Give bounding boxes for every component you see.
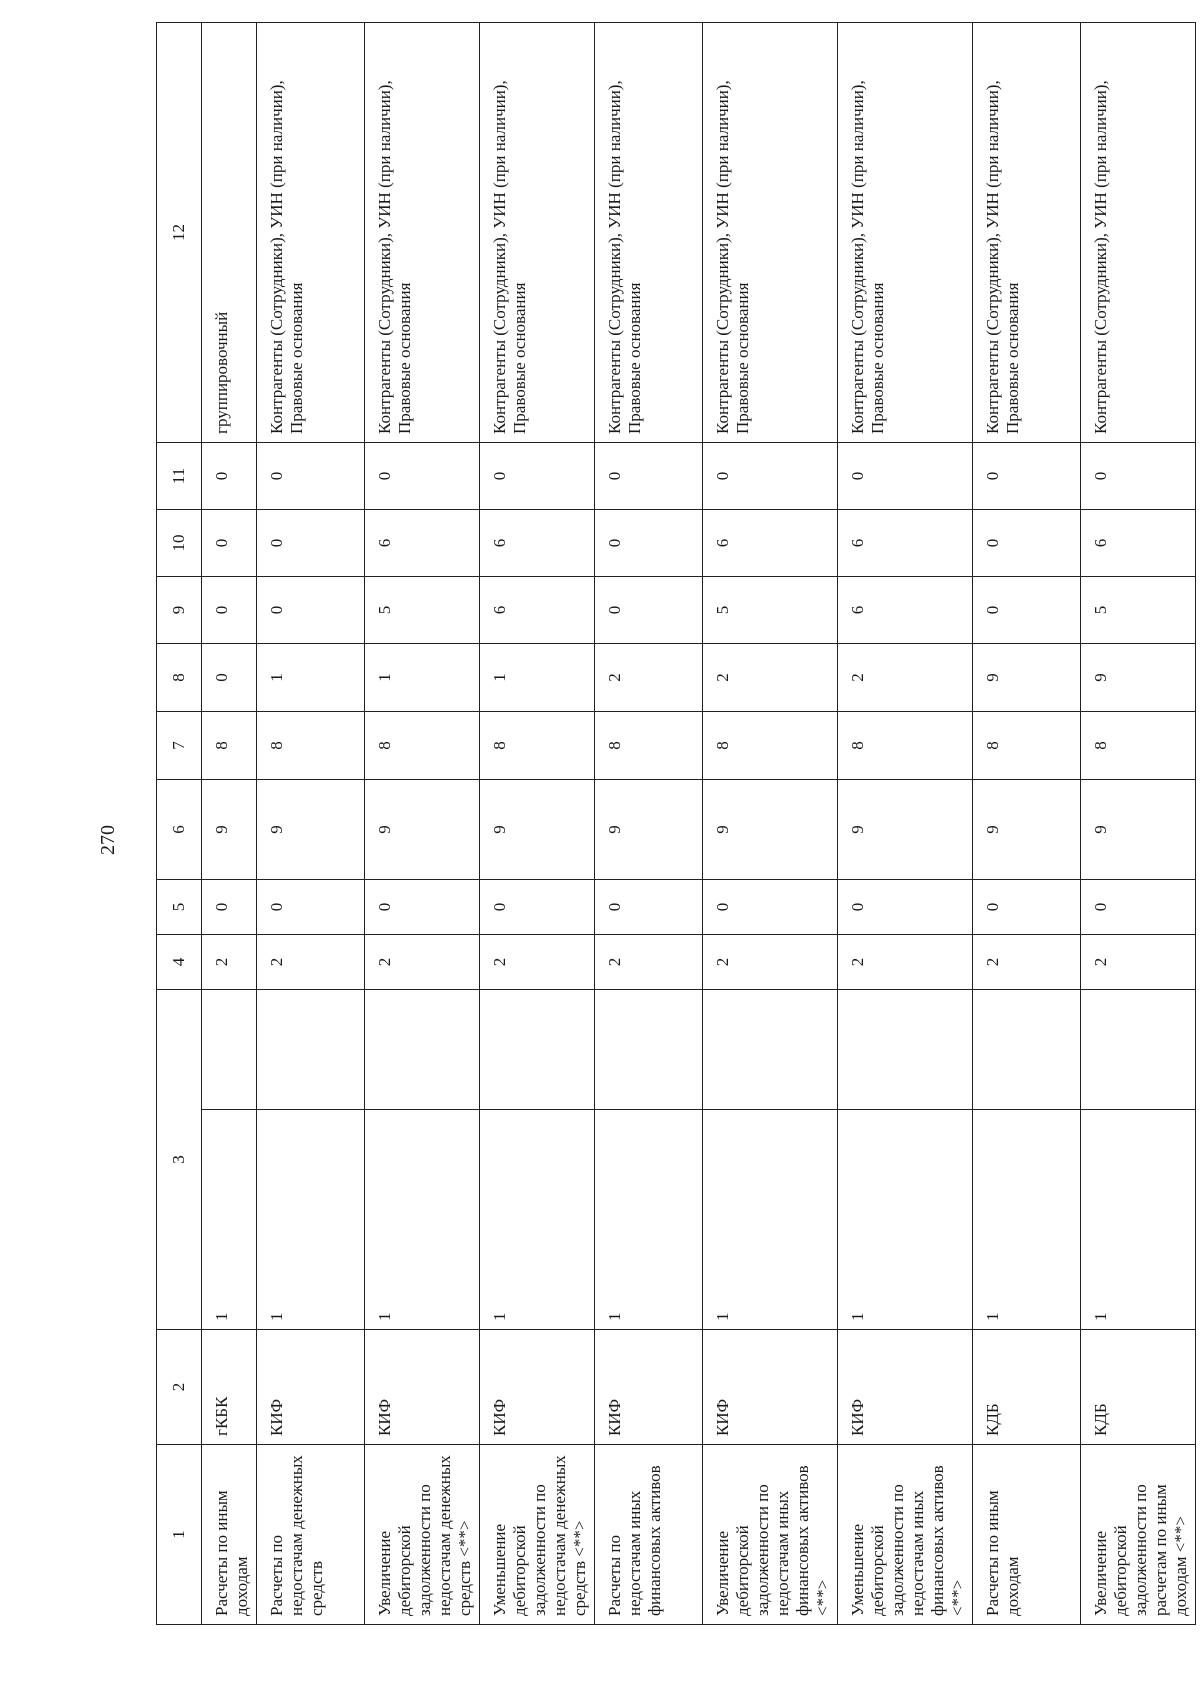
table-cell: 0 <box>257 443 365 510</box>
table-cell: КДБ <box>1081 1330 1196 1445</box>
page-number: 270 <box>97 825 119 855</box>
table-cell: 5 <box>365 577 480 644</box>
table-cell: 0 <box>480 443 595 510</box>
table-cell: 0 <box>202 443 257 510</box>
table-cell: 0 <box>480 880 595 935</box>
table-cell: 0 <box>202 510 257 577</box>
table-cell: 1 <box>838 1110 973 1330</box>
table-cell: Расчеты по недостачам денежных средств <box>257 1445 365 1625</box>
table-cell: 8 <box>365 712 480 780</box>
table-cell: 1 <box>1081 1110 1196 1330</box>
table-cell: 2 <box>595 644 703 712</box>
table-cell <box>973 990 1081 1110</box>
table-cell <box>1081 990 1196 1110</box>
header-cell: 9 <box>157 577 202 644</box>
table-cell: 1 <box>595 1110 703 1330</box>
table-container <box>156 80 1190 1625</box>
header-cell: 3 <box>157 990 202 1330</box>
table-cell: 8 <box>1081 712 1196 780</box>
table-cell: 0 <box>703 880 838 935</box>
table-cell: Расчеты по иным доходам <box>973 1445 1081 1625</box>
header-cell: 4 <box>157 935 202 990</box>
table-cell: КИФ <box>595 1330 703 1445</box>
table-cell: 2 <box>365 935 480 990</box>
table-row <box>595 23 703 1625</box>
table-cell: Контрагенты (Сотрудники), УИН (при наличии), Правовые основания <box>838 23 973 443</box>
header-cell: 12 <box>157 23 202 443</box>
table-row <box>973 23 1081 1625</box>
table-cell: Контрагенты (Сотрудники), УИН (при наличии), Правовые основания <box>703 23 838 443</box>
table-cell: 2 <box>480 935 595 990</box>
table-cell: Увеличение дебиторской задолженности по недостачам иных финансовых активов <**> <box>703 1445 838 1625</box>
table-cell: КДБ <box>973 1330 1081 1445</box>
table-cell: 0 <box>257 880 365 935</box>
table-cell: 8 <box>703 712 838 780</box>
table-cell <box>703 990 838 1110</box>
table-cell: 9 <box>703 780 838 880</box>
table-cell: 1 <box>480 1110 595 1330</box>
table-cell: 9 <box>1081 644 1196 712</box>
table-cell: 0 <box>202 644 257 712</box>
table-cell: 0 <box>202 577 257 644</box>
table-cell <box>365 990 480 1110</box>
table-cell: 8 <box>973 712 1081 780</box>
table-cell: 2 <box>838 935 973 990</box>
table-cell: 1 <box>365 644 480 712</box>
table-cell: 6 <box>838 577 973 644</box>
table-cell: КИФ <box>480 1330 595 1445</box>
table-cell: 5 <box>703 577 838 644</box>
table-cell: 1 <box>257 1110 365 1330</box>
table-cell: 2 <box>838 644 973 712</box>
table-cell <box>257 990 365 1110</box>
table-cell <box>595 990 703 1110</box>
table-cell: КИФ <box>365 1330 480 1445</box>
table-cell: 8 <box>202 712 257 780</box>
table-row <box>365 23 480 1625</box>
table-cell: Увеличение дебиторской задолженности по недостачам денежных средств <**> <box>365 1445 480 1625</box>
table-cell: Уменьшение дебиторской задолженности по недостачам иных финансовых активов <**> <box>838 1445 973 1625</box>
table-cell: 2 <box>703 644 838 712</box>
table-cell: 9 <box>595 780 703 880</box>
table-cell: 1 <box>973 1110 1081 1330</box>
table-row <box>202 23 257 1625</box>
table-cell: 0 <box>1081 443 1196 510</box>
table-cell: Контрагенты (Сотрудники), УИН (при наличии), <box>1081 23 1196 443</box>
table-cell: 2 <box>257 935 365 990</box>
table-cell: 0 <box>365 443 480 510</box>
table-cell: 1 <box>480 644 595 712</box>
table-cell: Контрагенты (Сотрудники), УИН (при наличии), Правовые основания <box>973 23 1081 443</box>
table-cell: 1 <box>365 1110 480 1330</box>
table-cell: 0 <box>595 510 703 577</box>
table-row <box>838 23 973 1625</box>
table-cell: 2 <box>202 935 257 990</box>
table-cell: 2 <box>973 935 1081 990</box>
table-cell: гКБК <box>202 1330 257 1445</box>
table-cell: 9 <box>1081 780 1196 880</box>
table-cell: 9 <box>480 780 595 880</box>
table-cell: 0 <box>703 443 838 510</box>
table-cell: 2 <box>1081 935 1196 990</box>
table-cell: 0 <box>838 880 973 935</box>
table-cell: 6 <box>365 510 480 577</box>
table-cell: Расчеты по недостачам иных финансовых активов <box>595 1445 703 1625</box>
table-cell: 1 <box>202 1110 257 1330</box>
table-cell: 9 <box>973 644 1081 712</box>
header-cell: 1 <box>157 1445 202 1625</box>
header-cell: 6 <box>157 780 202 880</box>
table-row <box>1081 23 1196 1625</box>
table-cell: 0 <box>595 577 703 644</box>
table-cell: 0 <box>595 443 703 510</box>
table-cell: КИФ <box>257 1330 365 1445</box>
table-cell: 9 <box>257 780 365 880</box>
table-cell: 0 <box>973 880 1081 935</box>
table-cell: 0 <box>973 443 1081 510</box>
table-cell: 2 <box>703 935 838 990</box>
table-cell: 0 <box>202 880 257 935</box>
table-cell: 9 <box>973 780 1081 880</box>
table-cell <box>838 990 973 1110</box>
table-cell: 0 <box>365 880 480 935</box>
table-cell: 0 <box>257 577 365 644</box>
table-row <box>257 23 365 1625</box>
table-cell: КИФ <box>703 1330 838 1445</box>
account-table <box>156 22 1196 1625</box>
table-cell: 8 <box>480 712 595 780</box>
table-cell: 0 <box>257 510 365 577</box>
table-cell: 8 <box>595 712 703 780</box>
table-cell: 9 <box>202 780 257 880</box>
table-cell: 6 <box>703 510 838 577</box>
header-cell: 10 <box>157 510 202 577</box>
table-row <box>703 23 838 1625</box>
table-cell: Увеличение дебиторской задолженности по расчетам по иным доходам <**> <box>1081 1445 1196 1625</box>
table-cell: 0 <box>595 880 703 935</box>
table-cell: 2 <box>595 935 703 990</box>
table-cell: 1 <box>257 644 365 712</box>
table-cell: 8 <box>257 712 365 780</box>
header-cell: 2 <box>157 1330 202 1445</box>
table-cell: 6 <box>1081 510 1196 577</box>
table-cell: Расчеты по иным доходам <box>202 1445 257 1625</box>
table-cell <box>202 990 257 1110</box>
table-cell: 0 <box>973 510 1081 577</box>
table-cell <box>480 990 595 1110</box>
table-cell: Контрагенты (Сотрудники), УИН (при наличии), Правовые основания <box>480 23 595 443</box>
table-cell: 0 <box>973 577 1081 644</box>
table-cell: Контрагенты (Сотрудники), УИН (при наличии), Правовые основания <box>595 23 703 443</box>
header-cell: 11 <box>157 443 202 510</box>
table-cell: группировочный <box>202 23 257 443</box>
table-cell: Уменьшение дебиторской задолженности по недостачам денежных средств <**> <box>480 1445 595 1625</box>
table-cell: 5 <box>1081 577 1196 644</box>
table-cell: 8 <box>838 712 973 780</box>
table-cell: 1 <box>703 1110 838 1330</box>
table-row <box>480 23 595 1625</box>
table-body <box>202 23 1196 1625</box>
table-cell: 0 <box>1081 880 1196 935</box>
table-cell: 6 <box>480 577 595 644</box>
table-cell: Контрагенты (Сотрудники), УИН (при наличии), Правовые основания <box>257 23 365 443</box>
table-cell: 9 <box>365 780 480 880</box>
table-cell: КИФ <box>838 1330 973 1445</box>
table-cell: 0 <box>838 443 973 510</box>
header-row <box>157 23 202 1625</box>
table-cell: Контрагенты (Сотрудники), УИН (при наличии), Правовые основания <box>365 23 480 443</box>
header-cell: 7 <box>157 712 202 780</box>
table-cell: 6 <box>480 510 595 577</box>
table-cell: 9 <box>838 780 973 880</box>
header-cell: 5 <box>157 880 202 935</box>
table-cell: 6 <box>838 510 973 577</box>
header-cell: 8 <box>157 644 202 712</box>
